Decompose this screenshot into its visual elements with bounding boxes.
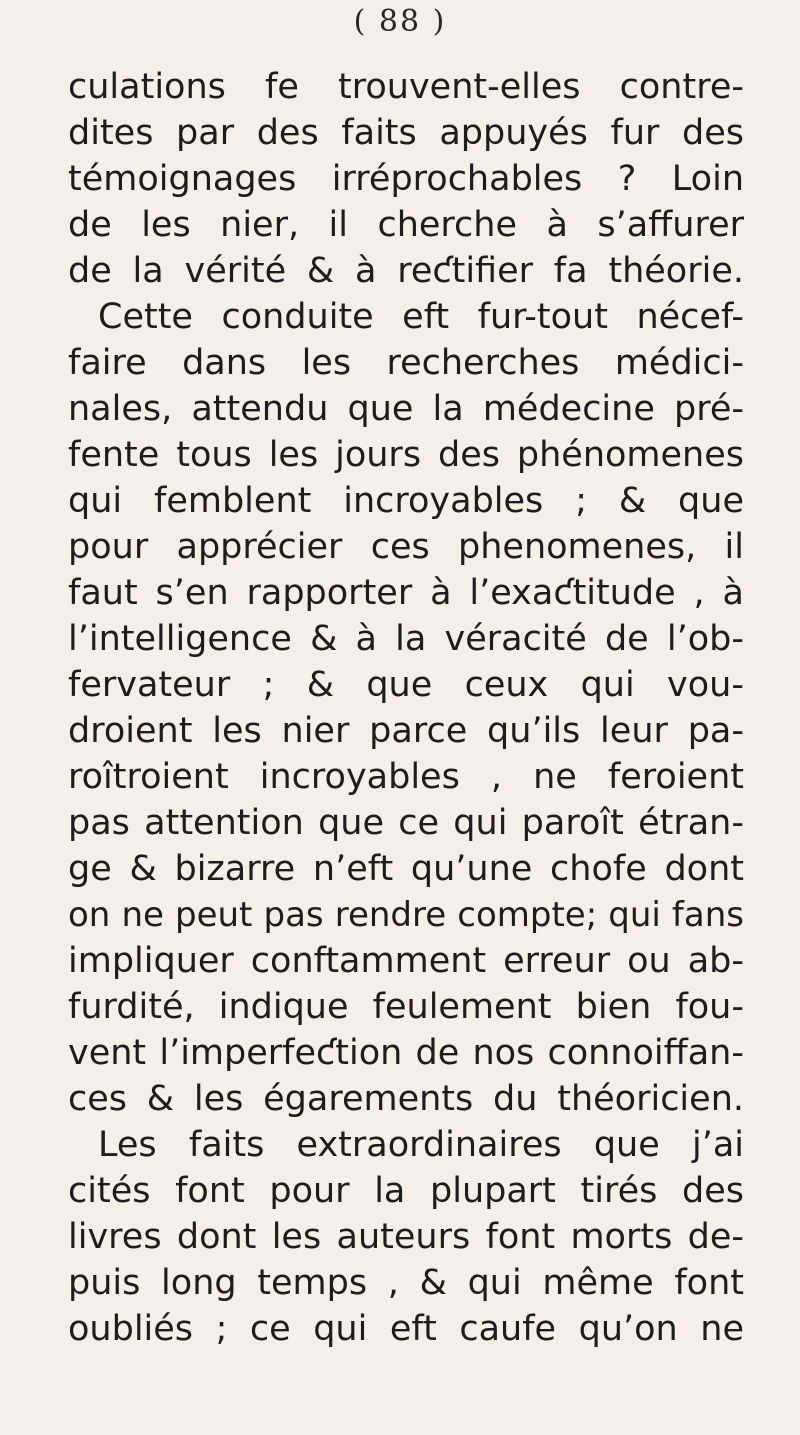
text-line: Cette conduite eft fur-tout nécef- — [98, 297, 744, 337]
text-line: livres dont les auteurs font morts de- — [68, 1217, 744, 1257]
text-line: culations fe trouvent-elles contre- — [68, 67, 744, 107]
body-text — [68, 64, 744, 1352]
text-line: Les faits extraordinaires que j’ai — [98, 1125, 744, 1165]
text-line: qui femblent incroyables ; & que — [68, 481, 744, 521]
page-number: ( 88 ) — [353, 4, 447, 39]
text-line: l’intelligence & à la véracité de l’ob- — [68, 619, 744, 659]
text-line: droient les nier parce qu’ils leur pa- — [68, 711, 744, 751]
text-line: témoignages irréprochables ? Loin — [68, 159, 744, 199]
text-line: oubliés ; ce qui eft caufe qu’on ne — [68, 1309, 744, 1349]
text-line: on ne peut pas rendre compte; qui fans — [68, 895, 744, 935]
text-line: impliquer conftamment erreur ou ab- — [68, 941, 744, 981]
text-line: vent l’imperfeƈtion de nos connoiffan- — [68, 1033, 744, 1073]
text-line: pas attention que ce qui paroît étran- — [68, 803, 744, 843]
text-line: ge & bizarre n’eft qu’une chofe dont — [68, 849, 744, 889]
text-line: faire dans les recherches médici- — [68, 343, 744, 383]
text-line: roîtroient incroyables , ne feroient — [68, 757, 744, 797]
text-line: ces & les égarements du théoricien. — [68, 1079, 744, 1119]
text-line: nales, attendu que la médecine pré- — [68, 389, 744, 429]
text-line: de la vérité & à reƈtifier fa théorie. — [68, 251, 744, 291]
text-line: de les nier, il cherche à s’affurer — [68, 205, 744, 245]
text-line: cités font pour la plupart tirés des — [68, 1171, 744, 1211]
text-line: puis long temps , & qui même font — [68, 1263, 744, 1303]
text-line: fente tous les jours des phénomenes — [68, 435, 744, 475]
text-line: fervateur ; & que ceux qui vou- — [68, 665, 744, 705]
text-line: dites par des faits appuyés fur des — [68, 113, 744, 153]
text-line: faut s’en rapporter à l’exaƈtitude , à — [68, 573, 744, 613]
text-line: furdité, indique feulement bien fou- — [68, 987, 744, 1027]
text-line: pour apprécier ces phenomenes, il — [68, 527, 744, 567]
